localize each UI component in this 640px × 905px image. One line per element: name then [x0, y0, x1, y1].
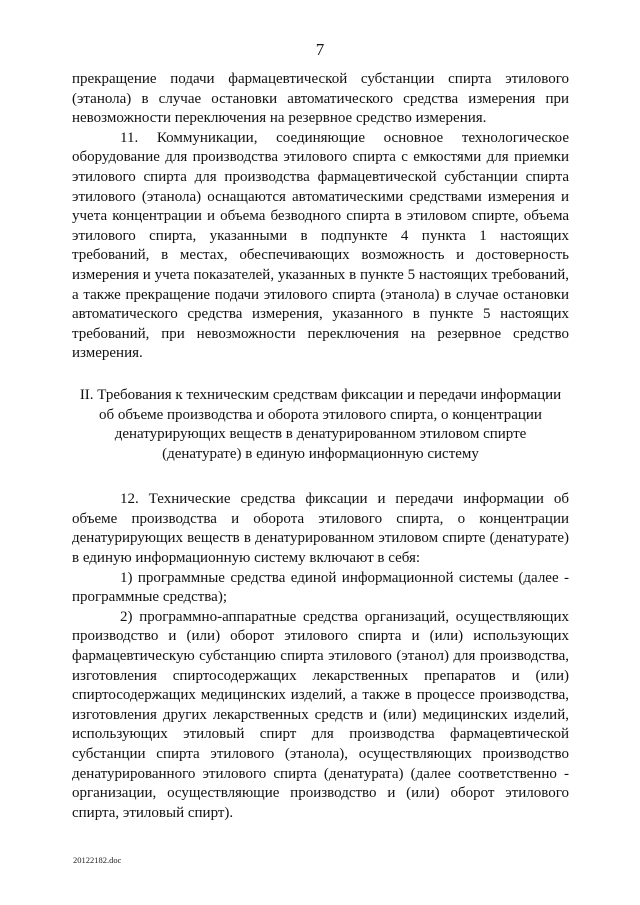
paragraph-item-11: 11. Коммуникации, соединяющие основное технологическое оборудование для производства этилового спирта с емкостями для приемки этилового спирта для производства фармацевтической субстанции спирта этилового (этанола) оснащаются автоматическими средствами измерения и учета концентрации и объема безводного спирта в этиловом спирте, объема этилового спирта, указанными в подпункте 4 пункта 1 настоящих требований, в местах, обеспечивающих возможность и достоверность измерения и учета показателей, указанных в пункте 5 настоящих требований, а также прекращение подачи этилового спирта (этанола) в случае остановки автоматического средства измерения, указанного в пункте 5 настоящих требований, при невозможности переключения на резервное средство измерения. [72, 129, 569, 362]
document-body [72, 70, 569, 823]
paragraph-item-12-1: 1) программные средства единой информационной системы (далее - программные средства); [72, 569, 569, 606]
section-heading-line: об объеме производства и оборота этилового спирта, о концентрации [99, 406, 542, 423]
page-number: 7 [315, 40, 325, 59]
section-heading-line: (денатурате) в единую информационную систему [162, 445, 479, 462]
section-heading-line: II. Требования к техническим средствам фиксации и передачи информации [79, 386, 562, 403]
paragraph-item-12: 12. Технические средства фиксации и передачи информации об объеме производства и оборота этилового спирта, о концентрации денатурирующих веществ в денатурированном этиловом спирте (денатурате) в единую информационную систему включают в себя: [72, 491, 569, 567]
paragraph-continuation: прекращение подачи фармацевтической субстанции спирта этилового (этанола) в случае остановки автоматического средства измерения при невозможности переключения на резервное средство измерения. [72, 71, 569, 127]
paragraph-item-12-2: 2) программно-аппаратные средства организаций, осуществляющих производство и (или) оборот этилового спирта и (или) использующих фармацевтическую субстанцию спирта этилового (этанол) для производства, изготовления спиртосодержащих лекарственных препаратов и (или) спиртосодержащих медицинских изделий, а также в процессе производства, изготовления других лекарственных средств и (или) медицинских изделий, использующих этиловый спирт для производства фармацевтической субстанции спирта этилового (этанола), осуществляющих производство денатурированного этилового спирта (денатурата) (далее соответственно - организации, осуществляющие производство и (или) оборот этилового спирта, этиловый спирт). [72, 608, 569, 821]
section-heading [72, 386, 569, 464]
footer-file-code: 20122182.doc [73, 855, 122, 865]
section-heading-line: денатурирующих веществ в денатурированном этиловом спирте [114, 426, 527, 443]
